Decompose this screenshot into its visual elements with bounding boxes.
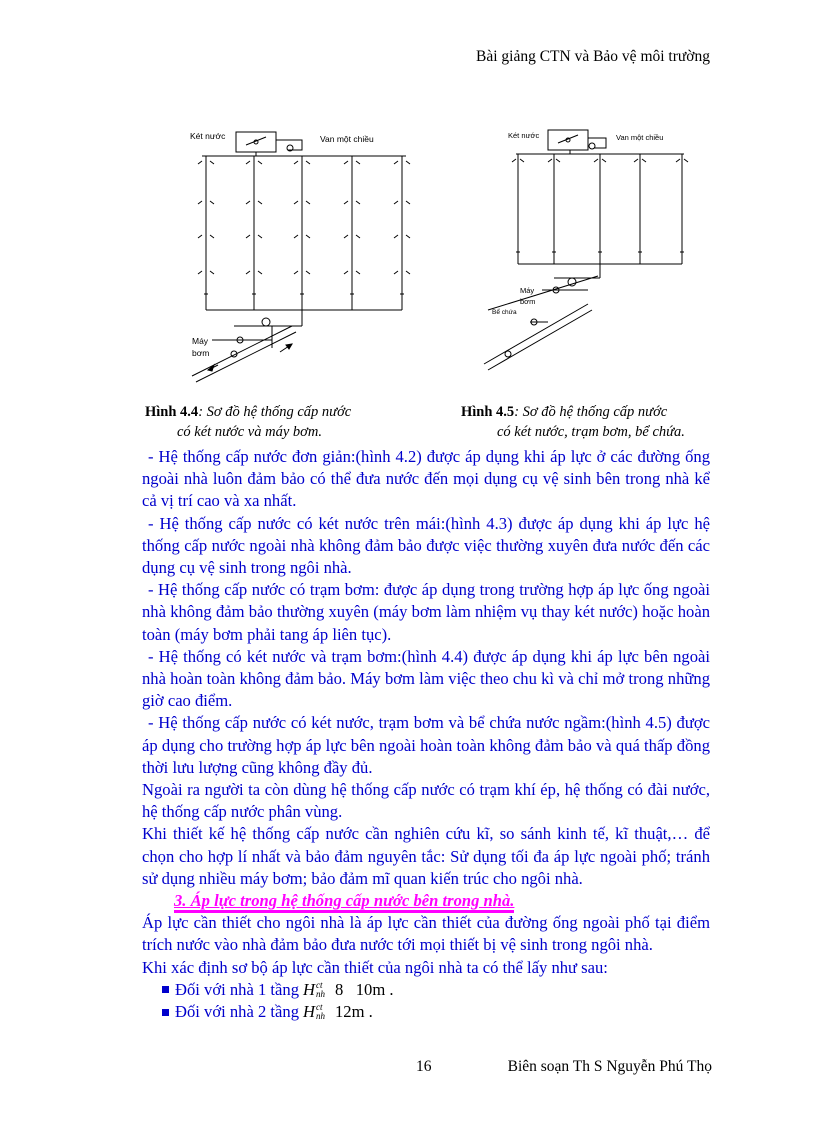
formula-sup: ct [315,1002,323,1013]
bullet-square-icon [162,1009,169,1016]
fig45-valve-label: Van một chiều [616,133,664,142]
formula-value: 12m . [334,1002,373,1022]
paragraph-simple-system: - Hệ thống cấp nước đơn giản:(hình 4.2) được áp dụng khi áp lực ở các đường ống ngoài nhà luôn đảm bảo có thể đưa nước đến mọi dụng cụ vệ sinh bên trong nhà kể cả vị trí cao và xa nhất. [142,447,710,511]
fig44-pump-label-2: bơm [192,348,210,358]
formula-symbol: H [303,979,315,999]
figure-4-4-diagram [172,126,422,388]
fig45-tank-label: Két nước [508,131,540,140]
fig44-caption-line1: : Sơ đồ hệ thống cấp nước [198,404,352,420]
paragraph-pump-station: - Hệ thống cấp nước có trạm bơm: được áp dụng trong trường hợp áp lực ống ngoài nhà không đảm bảo thường xuyên (máy bơm làm nhiệm vụ thay két nước) hoặc hoàn toàn (máy bơm phải tang áp liên tục). [142,580,710,644]
section-title-text: 3. Áp lực trong hệ thống cấp nước bên trong nhà. [174,891,514,913]
fig44-tank-label: Két nước [190,131,226,141]
fig44-caption-line2: có két nước và máy bơm. [177,424,322,440]
figure-4-5-caption [461,402,685,442]
fig45-pump-label-1: Máy [520,286,535,295]
figure-4-5-diagram [478,126,718,388]
bullet-one-storey-text: Đối với nhà 1 tầng [175,979,299,999]
page-number: 16 [416,1058,432,1075]
body-text [142,446,710,1023]
paragraph-tank-pump-reservoir: - Hệ thống cấp nước có két nước, trạm bơm và bể chứa nước ngầm:(hình 4.5) được áp dụng cho trường hợp áp lực bên ngoài hoàn toàn không đảm bảo và quá thấp đồng thời lưu lượng cũng không đầy đủ. [142,713,710,777]
formula-symbol: H [303,1002,315,1022]
paragraph-other-systems: Ngoài ra người ta còn dùng hệ thống cấp nước có trạm khí ép, hệ thống có đài nước, hệ thống cấp nước phân vùng. [142,780,710,822]
page-footer-author: Biên soạn Th S Nguyễn Phú Thọ [507,1058,712,1075]
fig45-caption-number: Hình 4.5 [461,404,515,420]
bullet-square-icon [162,986,169,993]
page-header: Bài giảng CTN và Bảo vệ môi trường [476,48,710,65]
pressure-formula [303,979,394,1001]
fig44-caption-number: Hình 4.4 [145,404,199,420]
fig44-valve-label: Van một chiều [320,134,374,144]
pressure-formula [303,1001,373,1023]
paragraph-roof-tank: - Hệ thống cấp nước có két nước trên mái:(hình 4.3) được áp dụng khi áp lực hệ thống cấp nước ngoài nhà không đảm bảo được việc thường xuyên đưa nước đến các dụng cụ vệ sinh trong ngôi nhà. [142,513,710,578]
bullet-one-storey [162,979,710,1001]
formula-sub: nh [315,1011,325,1022]
formula-sup: ct [315,979,323,990]
formula-value: 8 10m . [334,979,394,999]
paragraph-required-pressure: Áp lực cần thiết cho ngôi nhà là áp lực cần thiết của đường ống ngoài phố tại điểm trích nước vào nhà đảm bảo đưa nước tới mọi thiết bị vệ sinh trong ngôi nhà. [142,913,710,955]
fig44-pump-label-1: Máy [192,336,209,346]
fig45-caption-line1: : Sơ đồ hệ thống cấp nước [514,404,668,420]
paragraph-design-principles: Khi thiết kế hệ thống cấp nước cần nghiên cứu kĩ, so sánh kinh tế, kĩ thuật,… để chọn cho hợp lí nhất và bảo đảm nguyên tắc: Sử dụng tối đa áp lực ngoài phố; tránh sử dụng nhiều máy bơm; bảo đảm mĩ quan kiến trúc cho ngôi nhà. [142,824,710,888]
formula-sub: nh [315,988,325,999]
fig45-pump-label-2: bơm [520,297,536,306]
figure-4-4-caption [145,402,351,442]
section-title [174,890,710,912]
fig45-reservoir-label: Bể chứa [492,309,517,316]
bullet-two-storey-text: Đối với nhà 2 tầng [175,1002,299,1022]
bullet-two-storey [162,1001,710,1023]
paragraph-tank-and-pump: - Hệ thống có két nước và trạm bơm:(hình 4.4) được áp dụng khi áp lực bên ngoài nhà hoàn toàn không đảm bảo. Máy bơm làm việc theo chu kì và chỉ mở trong những giờ cao điểm. [142,646,710,711]
paragraph-estimate: Khi xác định sơ bộ áp lực cần thiết của ngôi nhà ta có thể lấy như sau: [142,957,608,977]
fig45-caption-line2: có két nước, trạm bơm, bể chứa. [497,424,685,440]
